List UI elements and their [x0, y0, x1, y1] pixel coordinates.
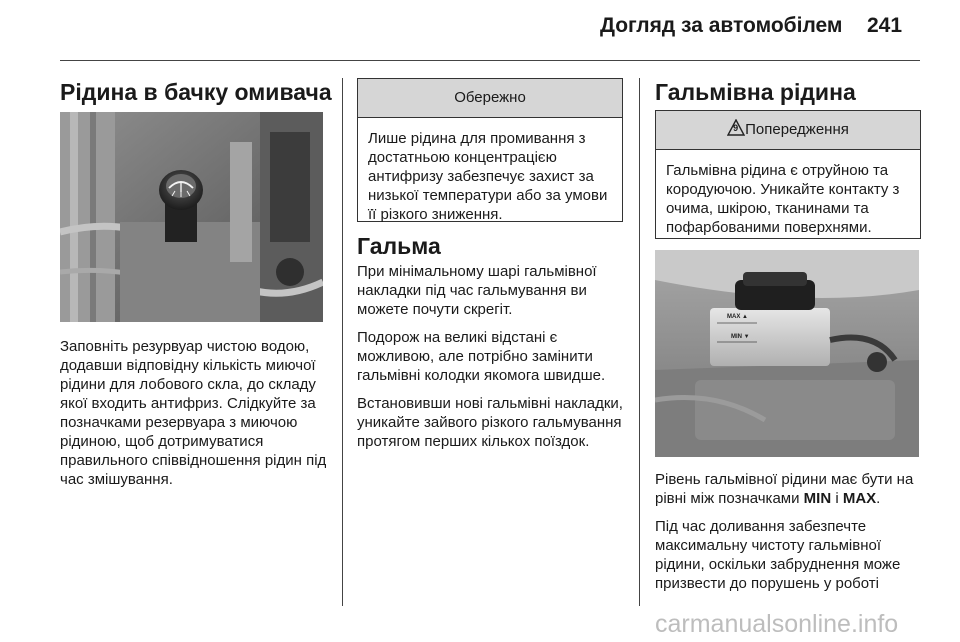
watermark: carmanualsonline.info — [655, 610, 899, 638]
brakes-heading: Гальма — [357, 233, 441, 259]
brake-fluid-reservoir-photo — [655, 250, 919, 457]
caution-box — [357, 78, 623, 222]
washer-fluid-heading: Рідина в бачку омивача — [60, 79, 332, 105]
min-label: MIN — [803, 490, 832, 507]
brake-fluid-level-paragraph: Рівень гальмівної рідини має бути на рівні між позначками MIN і MAX. — [655, 471, 914, 507]
washer-fluid-text: Заповніть резурвуар чистою водою, додавши відповідну кількість миючої рідини для лобового скла, до складу якої входить антифриз. Слідкуйте за позначками резервуара з миючою рідиною, щоб дотримуватися правильного співвідношення рідин під час змішування. — [60, 338, 327, 488]
brake-fluid-text — [655, 470, 925, 602]
washer-reservoir-photo — [60, 112, 323, 322]
warning-box — [655, 110, 921, 239]
header-rule — [60, 60, 920, 61]
warning-header — [656, 111, 920, 150]
page-header-title: Догляд за автомобілем — [600, 14, 843, 37]
max-mark-label: MAX ▲ — [727, 314, 748, 320]
caution-text: Лише рідина для промивання з достатньою концентрацією антифризу забезпечує захист за низької температури або за умови її різкого зниження. — [368, 130, 608, 223]
brakes-paragraph: При мінімальному шарі гальмівної накладки під час гальмування ви можете почути скрегіт. — [357, 263, 597, 318]
warning-title: Попередження — [745, 121, 849, 138]
page-number: 241 — [867, 14, 903, 37]
brakes-paragraph: Подорож на великі відстані є можливою, але потрібно замінити гальмівні колодки якомога швидше. — [357, 329, 606, 384]
brake-fluid-refill-paragraph: Під час доливання забезпечте максимальну чистоту гальмівної рідини, оскільки забруднення може призвести до порушень у роботі — [655, 518, 901, 592]
column-divider — [342, 78, 343, 606]
warning-text: Гальмівна рідина є отруйною та кородуючою. Уникайте контакту з очима, шкірою, тканинами та пофарбованими поверхнями. — [666, 162, 900, 236]
caution-title: Обережно — [358, 79, 622, 118]
brake-fluid-heading: Гальмівна рідина — [655, 79, 856, 105]
warning-triangle-icon: 9 — [727, 119, 745, 136]
brakes-text — [357, 262, 627, 460]
brakes-paragraph: Встановивши нові гальмівні накладки, уникайте зайвого різкого гальмування протягом перших кількох поїздок. — [357, 395, 623, 450]
min-mark-label: MIN ▼ — [731, 334, 750, 340]
column-divider — [639, 78, 640, 606]
max-label: MAX — [842, 490, 877, 507]
